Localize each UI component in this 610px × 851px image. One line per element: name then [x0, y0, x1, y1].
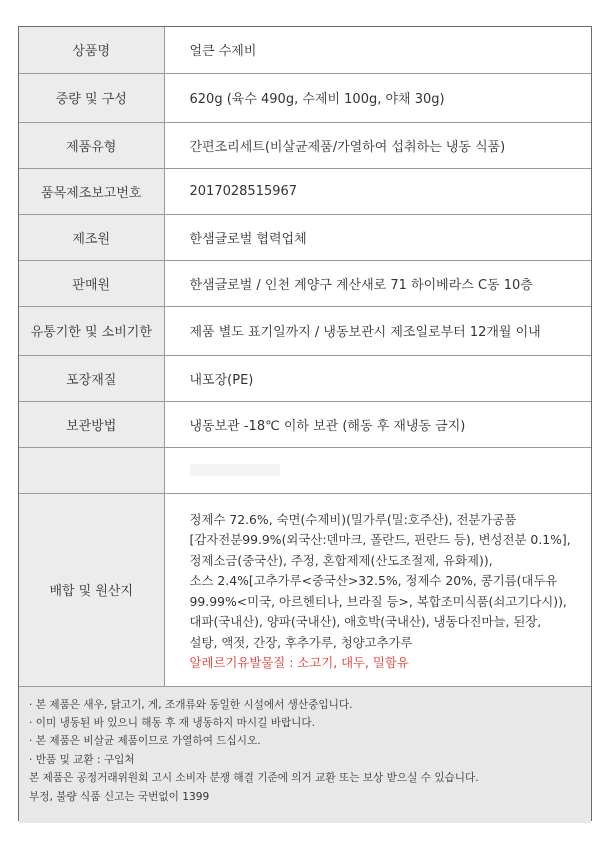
table-row-product-type: [19, 122, 591, 168]
label-storage: 보관방법: [19, 401, 164, 447]
notice-line: 부정, 불량 식품 신고는 국번없이 1399: [29, 790, 210, 803]
label-product-name: 상품명: [19, 27, 164, 73]
composition-line: 설탕, 액젓, 간장, 후추가루, 청양고추가루: [189, 634, 413, 650]
label-product-type: 제품유형: [19, 122, 164, 168]
composition-line: [감자전분99.9%(외국산:덴마크, 폴란드, 핀란드 등), 변성전분 0.1%],: [189, 532, 571, 547]
table-row-blank: [19, 447, 591, 493]
value-report-number: 2017028515967: [164, 168, 591, 214]
notice-line: · 반품 및 교환 : 구입처: [29, 753, 135, 766]
notice-box: [19, 687, 591, 823]
label-manufacturer: 제조원: [19, 214, 164, 260]
value-product-type: 간편조리세트(비살균제품/가열하여 섭취하는 냉동 식품): [164, 122, 591, 168]
label-composition: 배합 및 원산지: [19, 493, 164, 686]
faded-text-placeholder: [190, 464, 280, 476]
composition-line: 소스 2.4%[고추가루<중국산>32.5%, 정제수 20%, 콩기름(대두유: [189, 573, 558, 588]
value-storage: 냉동보관 -18℃ 이하 보관 (해동 후 재냉동 금지): [164, 401, 591, 447]
table-row-expiry: [19, 306, 591, 355]
label-blank: [19, 447, 164, 493]
table-row-report-number: [19, 168, 591, 214]
composition-line: 대파(국내산), 양파(국내산), 애호박(국내산), 냉동다진마늘, 된장,: [189, 614, 542, 629]
table-row-composition: [19, 493, 591, 686]
table-row-manufacturer: [19, 214, 591, 260]
table-row-product-name: [19, 27, 591, 73]
composition-line: 99.99%<미국, 아르헨티나, 브라질 등>, 복합조미식품(쇠고기다시)),: [189, 593, 567, 609]
value-packaging: 내포장(PE): [164, 355, 591, 401]
value-manufacturer: 한샘글로벌 협력업체: [164, 214, 591, 260]
composition-line: 정제수 72.6%, 숙면(수제비)(밀가루(밀:호주산), 전분가공품: [189, 511, 517, 527]
notice-line: · 이미 냉동된 바 있으니 해동 후 재 냉동하지 마시길 바랍니다.: [29, 716, 316, 729]
value-blank: [164, 447, 591, 493]
value-composition: [164, 493, 591, 686]
value-expiry: 제품 별도 표기일까지 / 냉동보관시 제조일로부터 12개월 이내: [164, 306, 591, 355]
notice-line: 본 제품은 공정거래위원회 고시 소비자 분쟁 해결 기준에 의거 교환 또는 보상 받으실 수 있습니다.: [29, 772, 479, 785]
label-expiry: 유통기한 및 소비기한: [19, 306, 164, 355]
label-packaging: 포장재질: [19, 355, 164, 401]
table-row-packaging: [19, 355, 591, 401]
label-report-number: 품목제조보고번호: [19, 168, 164, 214]
allergy-warning: 알레르기유발물질 : 소고기, 대두, 밀함유: [189, 655, 409, 670]
value-product-name: 얼큰 수제비: [164, 27, 591, 73]
table-row-storage: [19, 401, 591, 447]
label-weight: 중량 및 구성: [19, 73, 164, 122]
table-row-seller: [19, 260, 591, 306]
product-info-table: [19, 27, 591, 687]
value-seller: 한샘글로벌 / 인천 계양구 계산새로 71 하이베라스 C동 10층: [164, 260, 591, 306]
label-seller: 판매원: [19, 260, 164, 306]
table-row-weight: [19, 73, 591, 122]
product-info-sheet: [18, 26, 592, 821]
notice-line: · 본 제품은 비살균 제품이므로 가열하여 드십시오.: [29, 735, 261, 748]
composition-line: 정제소금(중국산), 주정, 혼합제제(산도조절제, 유화제)),: [189, 552, 493, 568]
notice-line: · 본 제품은 새우, 닭고기, 게, 조개류와 동일한 시설에서 생산중입니다.: [29, 698, 353, 711]
value-weight: 620g (육수 490g, 수제비 100g, 야채 30g): [164, 73, 591, 122]
